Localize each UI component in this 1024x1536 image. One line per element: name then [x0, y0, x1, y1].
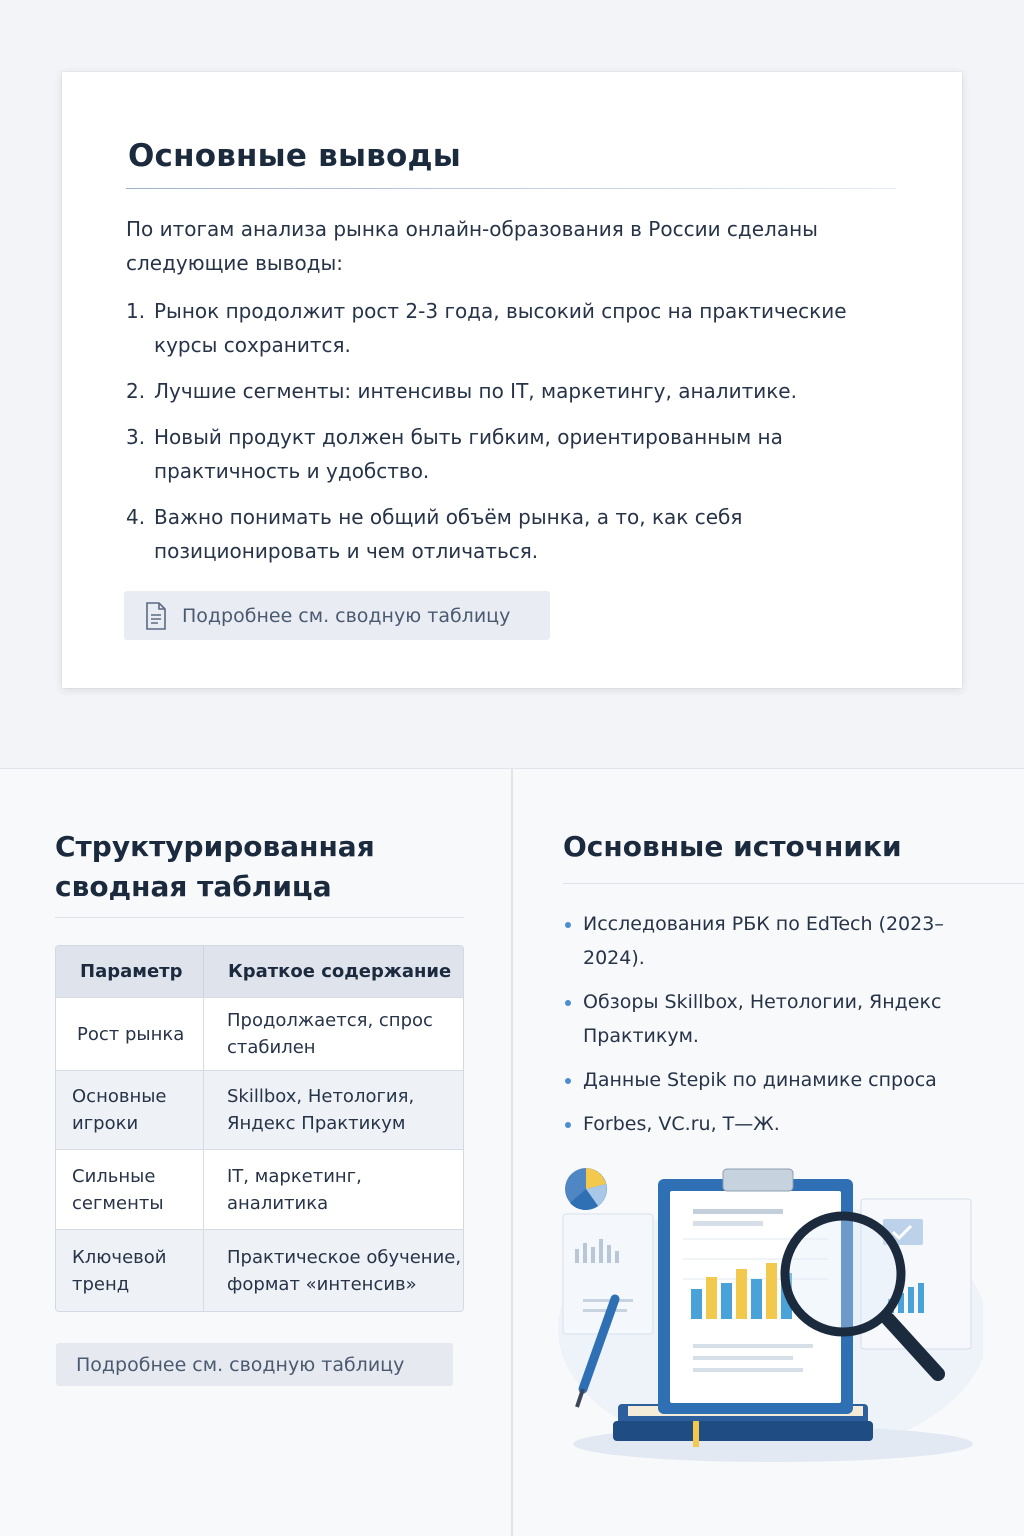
document-icon	[144, 602, 168, 630]
list-number: 1.	[126, 299, 146, 323]
list-number: 3.	[126, 425, 146, 449]
conclusions-list	[126, 294, 906, 580]
list-item	[126, 294, 906, 362]
see-summary-table-label: Подробнее см. сводную таблицу	[182, 604, 511, 627]
sources-title: Основные источники	[563, 830, 902, 863]
table-cell-content: Skillbox, Нетология, Яндекс Практикум	[204, 1070, 463, 1149]
title-underline	[126, 188, 896, 189]
table-cell-parameter: Рост рынка	[56, 997, 204, 1070]
list-item	[126, 374, 906, 408]
summary-title-underline	[55, 917, 464, 918]
conclusions-intro: По итогам анализа рынка онлайн-образования в России сделаны следующие выводы:	[126, 217, 818, 275]
conclusions-card	[62, 72, 962, 688]
summary-table-panel	[0, 769, 511, 1536]
table-header-row	[56, 946, 463, 997]
table-cell-parameter: Сильные сегменты	[56, 1149, 204, 1229]
summary-table	[55, 945, 464, 1312]
list-text: Лучшие сегменты: интенсивы по IT, маркетингу, аналитике.	[154, 379, 797, 403]
table-row	[56, 1070, 463, 1149]
bullet-icon	[565, 1000, 571, 1006]
conclusions-title: Основные выводы	[128, 138, 461, 174]
trend-content-text: Практическое обучение, формат «интенсив»	[227, 1246, 462, 1295]
sources-title-underline	[563, 883, 1024, 884]
table-row	[56, 1149, 463, 1229]
source-text: Данные Stepik по динамике спроса	[583, 1069, 937, 1091]
report-analysis-illustration	[543, 1159, 983, 1469]
table-cell-parameter: Основные игроки	[56, 1070, 204, 1149]
bullet-icon	[565, 922, 571, 928]
table-cell-content: Продолжается, спрос стабилен	[204, 997, 463, 1070]
summary-title-line1: Структурированная	[55, 830, 375, 863]
list-item	[126, 500, 906, 568]
see-summary-table-button[interactable]	[124, 591, 550, 640]
bullet-icon	[565, 1078, 571, 1084]
list-number: 2.	[126, 379, 146, 403]
column-header-content: Краткое содержание	[204, 946, 463, 997]
sources-list	[563, 907, 983, 1151]
list-item	[563, 985, 983, 1053]
summary-table-title	[55, 827, 375, 907]
column-header-parameter: Параметр	[56, 946, 204, 997]
source-text: Forbes, VC.ru, Т—Ж.	[583, 1113, 780, 1135]
list-text: Новый продукт должен быть гибким, ориентированным на практичность и удобство.	[154, 425, 783, 483]
table-cell-parameter: Ключевой тренд	[56, 1229, 204, 1311]
source-text: Обзоры Skillbox, Нетологии, Яндекс Практикум.	[583, 991, 942, 1047]
table-cell-content: IT, маркетинг, аналитика	[204, 1149, 463, 1229]
see-summary-table-label: Подробнее см. сводную таблицу	[76, 1353, 405, 1376]
list-item	[563, 1063, 983, 1097]
summary-title-line2: сводная таблица	[55, 870, 332, 903]
list-item	[126, 420, 906, 488]
list-text: Рынок продолжит рост 2-3 года, высокий спрос на практические курсы сохранится.	[154, 299, 847, 357]
table-row	[56, 1229, 463, 1311]
source-text: Исследования РБК по EdTech (2023–2024).	[583, 913, 944, 969]
sources-panel	[513, 769, 1024, 1536]
list-text: Важно понимать не общий объём рынка, а то, как себя позиционировать и чем отличаться.	[154, 505, 743, 563]
list-number: 4.	[126, 505, 146, 529]
list-item	[563, 1107, 983, 1141]
table-row	[56, 997, 463, 1070]
bullet-icon	[565, 1122, 571, 1128]
see-summary-table-button-secondary[interactable]	[56, 1343, 453, 1386]
list-item	[563, 907, 983, 975]
table-cell-content	[204, 1229, 463, 1311]
